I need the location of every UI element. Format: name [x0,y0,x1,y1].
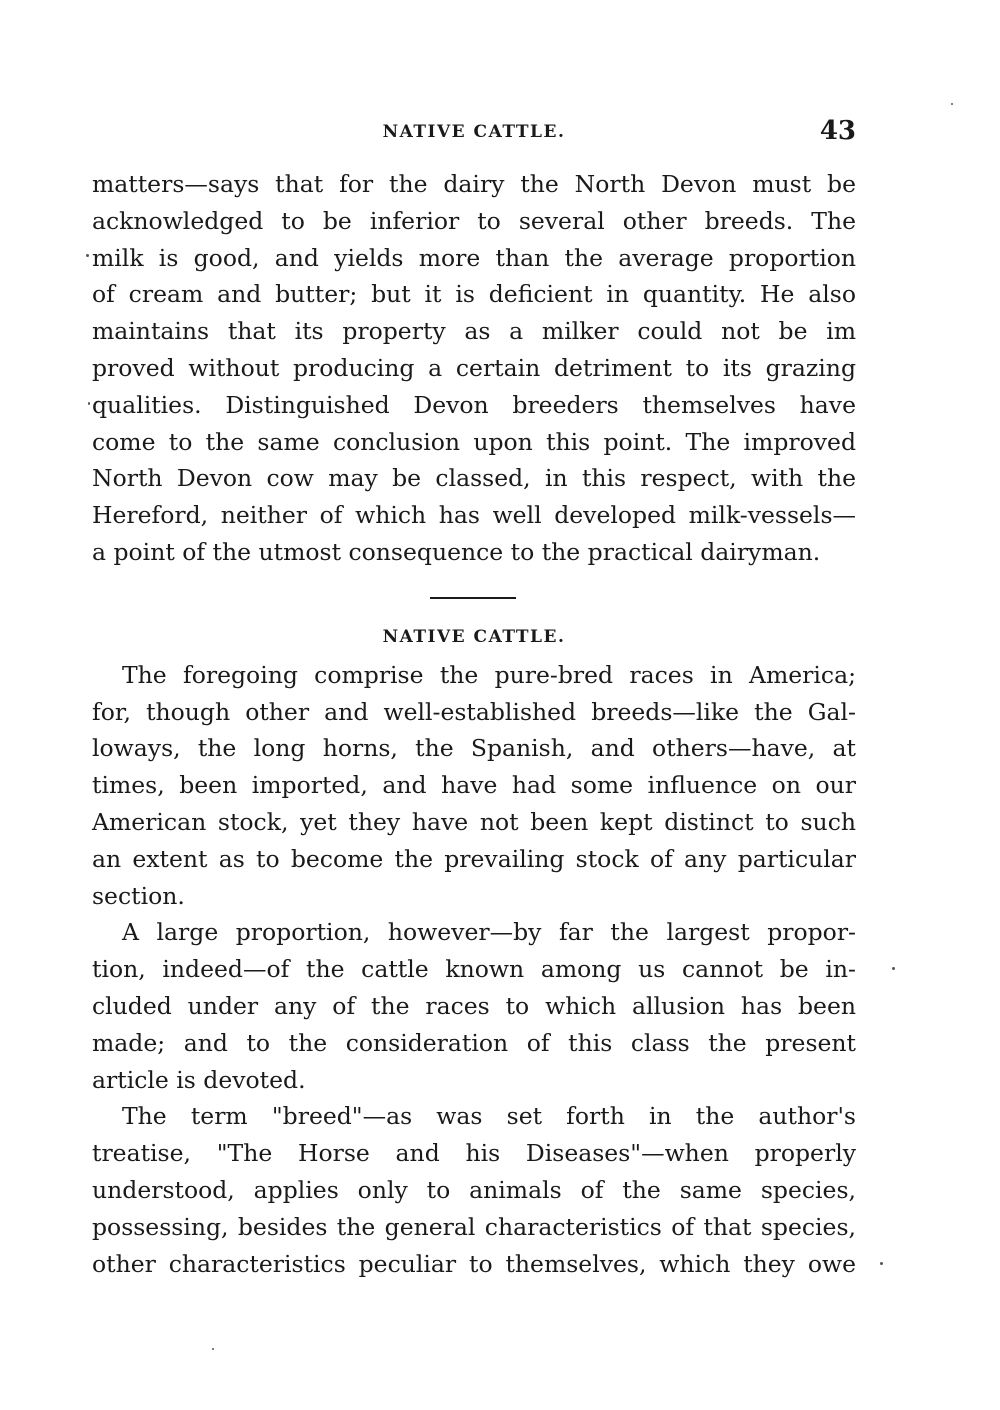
text-line: qualities. Distinguished Devon breeders themselves have [92,390,856,419]
section-heading: NATIVE CATTLE. [382,626,566,647]
text-line: made; and to the consideration of this class the present [92,1028,856,1057]
paper-speck [88,402,90,405]
text-line: understood, applies only to animals of the same species, [92,1175,856,1204]
text-line: a point of the utmost consequence to the practical dairyman. [92,537,821,566]
text-line: matters—says that for the dairy the North Devon must be [92,170,856,198]
text-line: Hereford, neither of which has well developed milk-vessels— [92,501,856,530]
text-line: other characteristics peculiar to themselves, which they owe [92,1249,856,1278]
paragraph-continued [92,166,856,571]
text-line: section. [92,881,185,910]
text-line: American stock, yet they have not been kept distinct to such [92,807,856,836]
paper-speck [951,103,953,105]
text-line: A large proportion, however—by far the largest propor- [122,918,856,947]
page-number: 43 [819,116,856,146]
divider-rule [430,597,516,599]
body-text [92,166,856,1282]
text-line: acknowledged to be inferior to several other breeds. The [92,206,856,235]
text-line: proved without producing a certain detriment to its grazing [92,353,856,382]
text-line: for, though other and well-established breeds—like the Gal- [92,697,856,726]
paper-speck [880,1262,883,1265]
text-line: cluded under any of the races to which allusion has been [92,991,856,1020]
text-line: maintains that its property as a milker could not be im [92,317,856,346]
text-line: tion, indeed—of the cattle known among us cannot be in- [92,955,856,984]
running-title: NATIVE CATTLE. [382,122,566,142]
section-divider [92,571,856,623]
text-line: come to the same conclusion upon this point. The improved [92,427,856,456]
paragraph [92,1098,856,1282]
running-head [92,118,856,148]
paragraph [92,914,856,1098]
text-line: milk is good, and yields more than the average proportion [92,243,856,272]
text-line: possessing, besides the general characteristics of that species, [92,1212,856,1241]
text-line: North Devon cow may be classed, in this respect, with the [92,464,856,493]
paper-speck [212,1348,214,1350]
text-line: loways, the long horns, the Spanish, and others—have, at [92,734,856,763]
paper-speck [86,254,89,257]
text-line: The term "breed"—as was set forth in the author's [122,1102,856,1131]
paper-speck [892,967,895,970]
text-line: article is devoted. [92,1065,306,1094]
text-line: of cream and butter; but it is deficient in quantity. He also [92,280,856,309]
text-line: The foregoing comprise the pure-bred races in America; [122,660,856,689]
text-line: an extent as to become the prevailing stock of any particular [92,844,856,873]
text-line: treatise, "The Horse and his Diseases"—when properly [92,1139,856,1168]
paragraph [92,657,856,915]
text-line: times, been imported, and have had some influence on our [92,771,856,800]
